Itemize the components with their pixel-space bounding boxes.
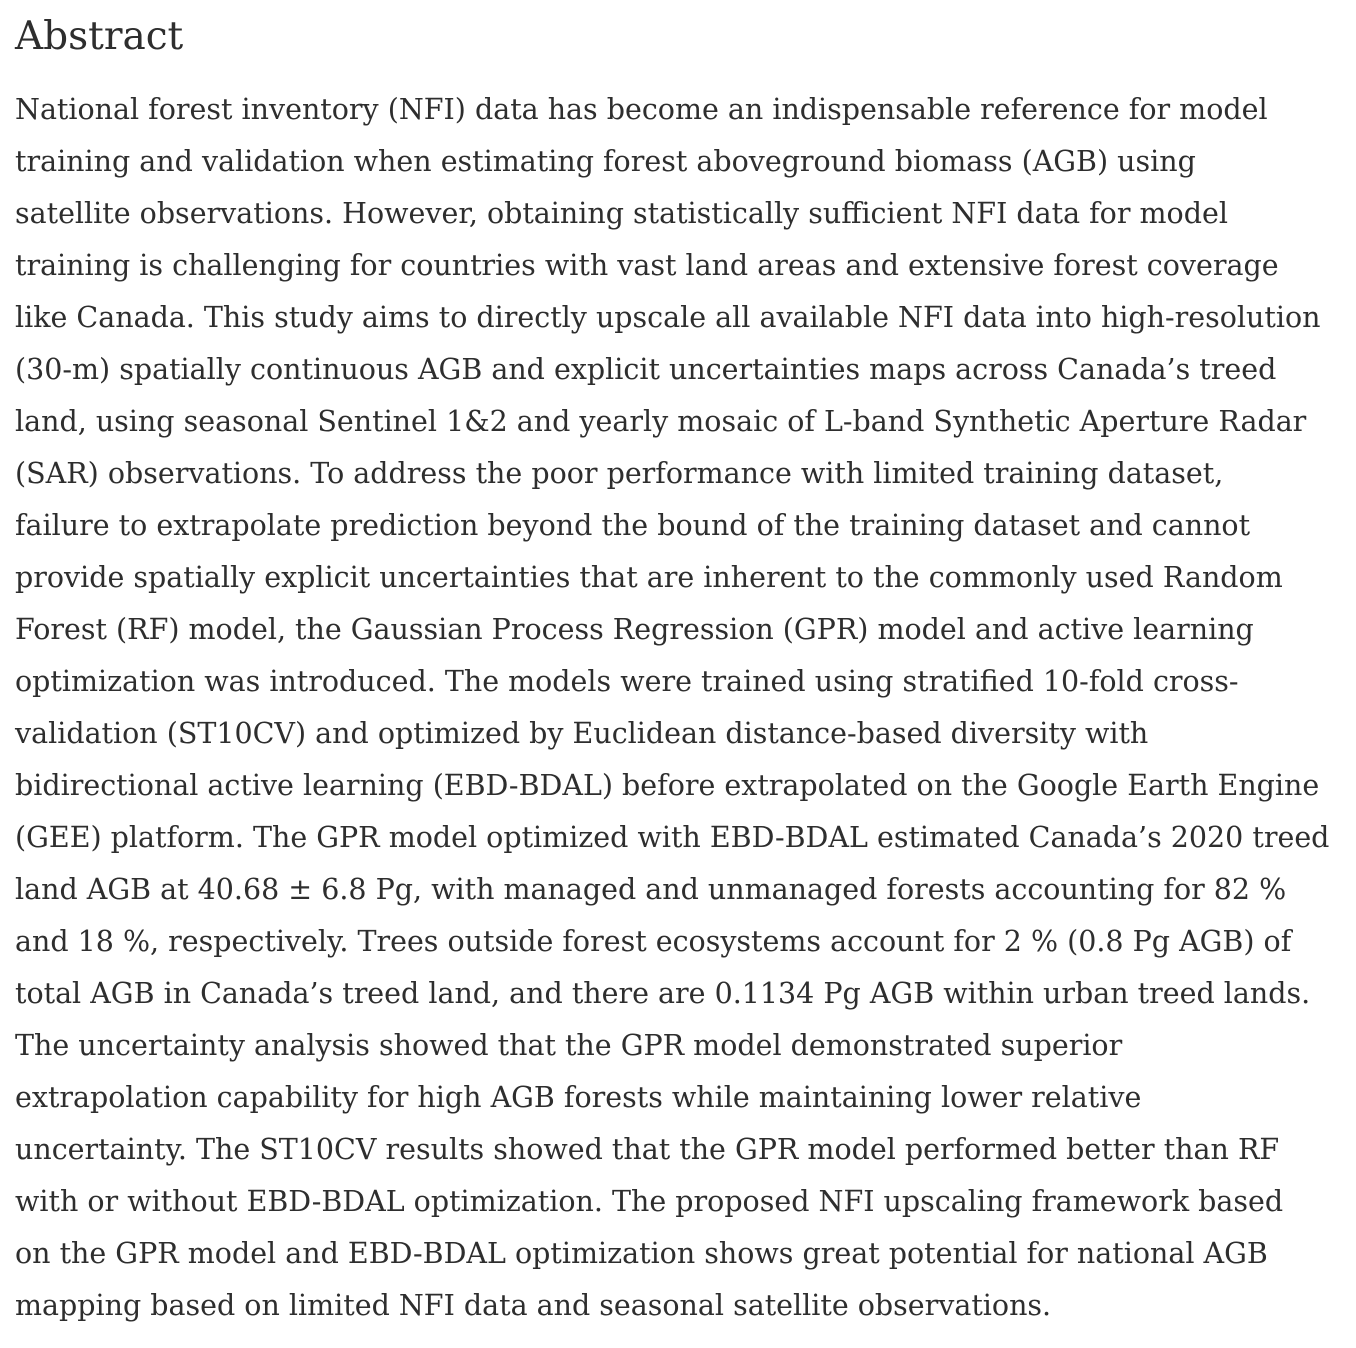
abstract-line: with or without EBD-BDAL optimization. The proposed NFI upscaling framework based (15, 1185, 1284, 1218)
abstract-heading: Abstract (15, 14, 184, 59)
abstract-line: land, using seasonal Sentinel 1&2 and yearly mosaic of L-band Synthetic Aperture Radar (15, 405, 1307, 438)
abstract-line: total AGB in Canada’s treed land, and there are 0.1134 Pg AGB within urban treed lands. (15, 977, 1311, 1010)
abstract-line: on the GPR model and EBD-BDAL optimization shows great potential for national AGB (15, 1237, 1268, 1270)
abstract-line: The uncertainty analysis showed that the GPR model demonstrated superior (15, 1029, 1123, 1062)
abstract-line: failure to extrapolate prediction beyond the bound of the training dataset and cannot (15, 509, 1251, 542)
abstract-line: extrapolation capability for high AGB forests while maintaining lower relative (15, 1081, 1142, 1114)
abstract-line: (SAR) observations. To address the poor performance with limited training dataset, (15, 457, 1224, 490)
abstract-line: like Canada. This study aims to directly upscale all available NFI data into high-resolution (15, 301, 1321, 334)
abstract-line: National forest inventory (NFI) data has become an indispensable reference for model (15, 93, 1268, 126)
abstract-line: optimization was introduced. The models were trained using stratified 10-fold cross- (15, 665, 1239, 698)
abstract-line: training is challenging for countries with vast land areas and extensive forest coverage (15, 249, 1279, 282)
abstract-line: satellite observations. However, obtaining statistically sufficient NFI data for model (15, 197, 1228, 230)
abstract-line: and 18 %, respectively. Trees outside forest ecosystems account for 2 % (0.8 Pg AGB) of (15, 925, 1292, 958)
abstract-line: (GEE) platform. The GPR model optimized with EBD-BDAL estimated Canada’s 2020 treed (15, 821, 1330, 854)
abstract-line: (30-m) spatially continuous AGB and explicit uncertainties maps across Canada’s treed (15, 353, 1277, 386)
abstract-line: uncertainty. The ST10CV results showed that the GPR model performed better than RF (15, 1133, 1280, 1166)
abstract-line: training and validation when estimating forest aboveground biomass (AGB) using (15, 145, 1196, 178)
abstract-line: validation (ST10CV) and optimized by Euclidean distance-based diversity with (15, 717, 1149, 750)
abstract-line: land AGB at 40.68 ± 6.8 Pg, with managed and unmanaged forests accounting for 82 % (15, 873, 1287, 906)
abstract-line: mapping based on limited NFI data and seasonal satellite observations. (15, 1289, 1052, 1322)
abstract-body (15, 84, 1329, 1332)
abstract-line: Forest (RF) model, the Gaussian Process Regression (GPR) model and active learning (15, 613, 1254, 646)
abstract-line: provide spatially explicit uncertainties that are inherent to the commonly used Random (15, 561, 1283, 594)
abstract-line: bidirectional active learning (EBD-BDAL) before extrapolated on the Google Earth Engine (15, 769, 1320, 802)
